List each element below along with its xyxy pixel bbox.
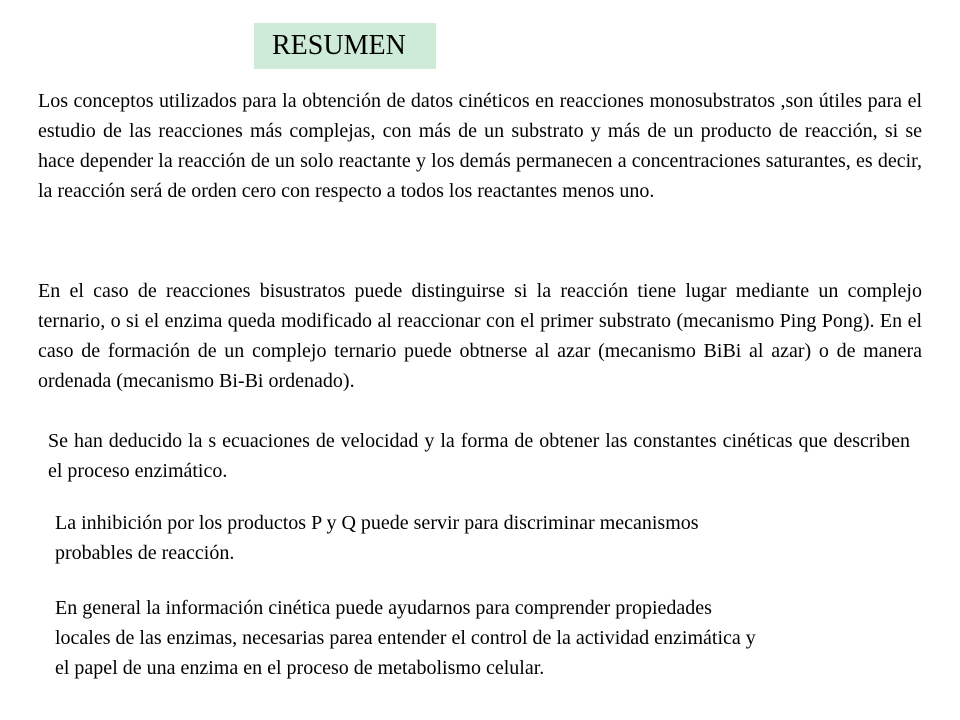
paragraph-kinetic-information — [55, 593, 915, 683]
paragraph-line: el papel de una enzima en el proceso de metabolismo celular. — [55, 657, 545, 679]
paragraph-line: En general la información cinética puede ayudarnos para comprender propiedades — [55, 597, 712, 619]
paragraph-line: probables de reacción. — [55, 542, 235, 564]
paragraph-monosubstrate-concepts: Los conceptos utilizados para la obtención de datos cinéticos en reacciones monosubstratos ,son útiles para el estudio de las reacciones más complejas, con más de un substrato y más de un producto de reacción, si se hace depender la reacción de un solo reactante y los demás permanecen a concentraciones saturantes, es decir, la reacción será de orden cero con respecto a todos los reactantes menos uno. — [38, 90, 922, 202]
paragraph-product-inhibition — [55, 508, 915, 568]
paragraph-line: locales de las enzimas, necesarias parea entender el control de la actividad enzimática y — [55, 627, 756, 649]
page-title: RESUMEN — [254, 23, 436, 69]
paragraph-bisubstrate-mechanisms: En el caso de reacciones bisustratos puede distinguirse si la reacción tiene lugar mediante un complejo ternario, o si el enzima queda modificado al reaccionar con el primer substrato (mecanismo Ping Pong). En el caso de formación de un complejo ternario puede obtnerse al azar (mecanismo BiBi al azar) o de manera ordenada (mecanismo Bi-Bi ordenado). — [38, 280, 922, 392]
paragraph-rate-equations: Se han deducido la s ecuaciones de velocidad y la forma de obtener las constantes cinéticas que describen el proceso enzimático. — [48, 430, 910, 482]
paragraph-line: La inhibición por los productos P y Q puede servir para discriminar mecanismos — [55, 512, 699, 534]
